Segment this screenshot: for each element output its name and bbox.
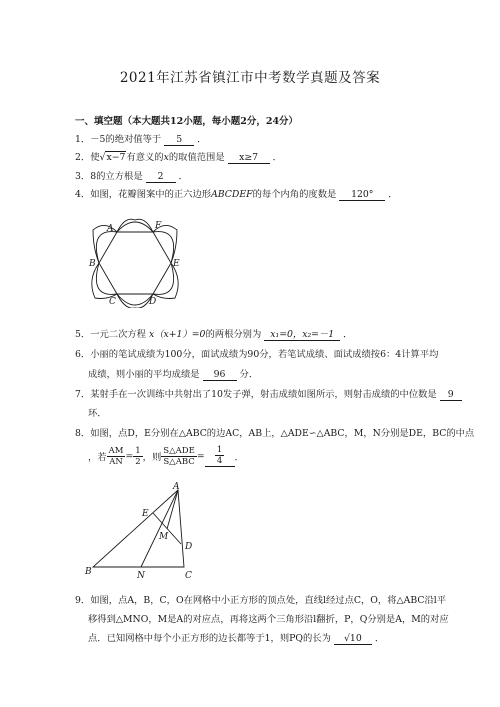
- question-text: ．: [197, 134, 207, 145]
- label-F: F: [155, 221, 162, 231]
- hexagon-petals: [92, 219, 178, 308]
- label-C: C: [109, 297, 116, 307]
- hexagon-label: ABCDEF: [211, 189, 253, 200]
- answer-blank: [205, 445, 235, 467]
- question-text: 的两根分别为: [205, 329, 262, 340]
- question-3: [75, 168, 188, 183]
- question-text: 4．如图，花瓣图案中的正六边形: [75, 189, 212, 200]
- question-text: 点．已知网格中每个小正方形的边长都等于1，则PQ的长为: [88, 633, 331, 644]
- label-B: B: [85, 567, 92, 577]
- question-6-line-2: [88, 366, 258, 381]
- question-9-line-1: 9．如图，点A，B，C，O在网格中小正方形的顶点处，直线l经过点C，O，将△ABC沿l平: [75, 595, 447, 606]
- answer-blank: 5: [164, 134, 194, 146]
- section-heading: 一、填空题（本大题共12小题，每小题2分，24分）: [75, 116, 299, 127]
- label-D: D: [149, 297, 157, 307]
- fraction-one-half: [133, 446, 142, 467]
- label-N: N: [137, 571, 145, 581]
- question-text: ．: [343, 329, 353, 340]
- question-text: ．: [272, 152, 282, 163]
- equals-sign: =: [196, 450, 205, 462]
- label-M: M: [159, 532, 169, 542]
- question-text: ．: [388, 189, 398, 200]
- answer-blank: √10: [334, 633, 372, 645]
- question-2: [75, 149, 282, 164]
- radicand: x−7: [106, 152, 126, 163]
- question-text: ．: [234, 452, 244, 463]
- numerator: 1: [216, 445, 223, 455]
- question-1: [75, 131, 206, 146]
- numerator: S△ADE: [163, 445, 195, 456]
- question-text: ，若: [88, 452, 107, 463]
- question-text: 有意义的: [126, 152, 164, 163]
- variable: x: [163, 152, 169, 163]
- question-8-line-1: 8．如图，点D，E分别在△ABC的边AC，AB上，△ADE∽△ABC，M，N分别是DE，BC的中点: [75, 428, 475, 439]
- question-text: 的取值范围是: [168, 152, 225, 163]
- equation: x（x+1）=0: [148, 329, 206, 340]
- question-text: 2．使: [75, 152, 100, 163]
- label-A: A: [173, 482, 180, 492]
- question-text: 分．: [239, 369, 259, 380]
- question-text: 5．一元二次方程: [75, 329, 146, 340]
- question-text: 3．8的立方根是: [75, 171, 143, 182]
- answer-blank: x≥7: [228, 152, 270, 164]
- fraction-area-ratio: [161, 446, 197, 467]
- answer-fraction: [215, 445, 224, 466]
- question-8-line-2: [88, 442, 244, 470]
- question-text: 成绩，则小丽的平均成绩是: [88, 369, 200, 380]
- denominator: 4: [216, 456, 223, 466]
- label-A: A: [107, 224, 114, 234]
- question-4: [75, 186, 398, 201]
- question-text: ，则: [142, 452, 162, 463]
- denominator: 2: [135, 456, 141, 467]
- answer-blank: 9: [440, 389, 462, 401]
- question-5: [75, 326, 352, 341]
- page-title: 2021年江苏省镇江市中考数学真题及答案: [119, 70, 381, 86]
- answer-blank: 2: [146, 171, 176, 183]
- question-text: 7．某射手在一次训练中共射出了10发子弹，射击成绩如图所示，则射击成绩的中位数是: [75, 389, 437, 400]
- question-7-line-2: 环．: [88, 408, 107, 419]
- equals-sign: =: [125, 450, 134, 462]
- question-text: ．: [374, 633, 385, 644]
- question-6-line-1: 6．小丽的笔试成绩为100分，面试成绩为90分，若笔试成绩、面试成绩按6：4计算平均: [75, 349, 439, 360]
- answer-blank: 96: [203, 369, 237, 381]
- denominator: AN: [109, 456, 123, 467]
- denominator: S△ABC: [163, 456, 195, 467]
- question-9-line-3: [88, 630, 384, 645]
- numerator: 1: [135, 445, 141, 456]
- answer-blank: x₁=0，x₂=－1: [264, 326, 340, 341]
- triangle-lines: [93, 490, 184, 567]
- question-7-line-1: [75, 386, 462, 401]
- question-text: 的每个内角的度数是: [252, 189, 337, 200]
- question-9-line-2: 移得到△MNO，M是A的对应点，再将这两个三角形沿l翻折，P，Q分别是A，M的对应: [88, 614, 449, 625]
- question-text: 1．－5的绝对值等于: [75, 134, 162, 145]
- answer-blank: 120°: [339, 189, 385, 201]
- label-D: D: [185, 542, 193, 552]
- figure-similar-triangles: [85, 482, 205, 582]
- figure-flower-hexagon: [85, 218, 185, 308]
- label-E: E: [142, 509, 149, 519]
- label-C: C: [185, 571, 192, 581]
- numerator: AM: [108, 445, 124, 456]
- fraction-am-an: [107, 446, 126, 467]
- question-text: ．: [178, 171, 188, 182]
- radical-sign: √: [99, 152, 106, 163]
- label-B: B: [89, 259, 96, 269]
- label-E: E: [173, 259, 180, 269]
